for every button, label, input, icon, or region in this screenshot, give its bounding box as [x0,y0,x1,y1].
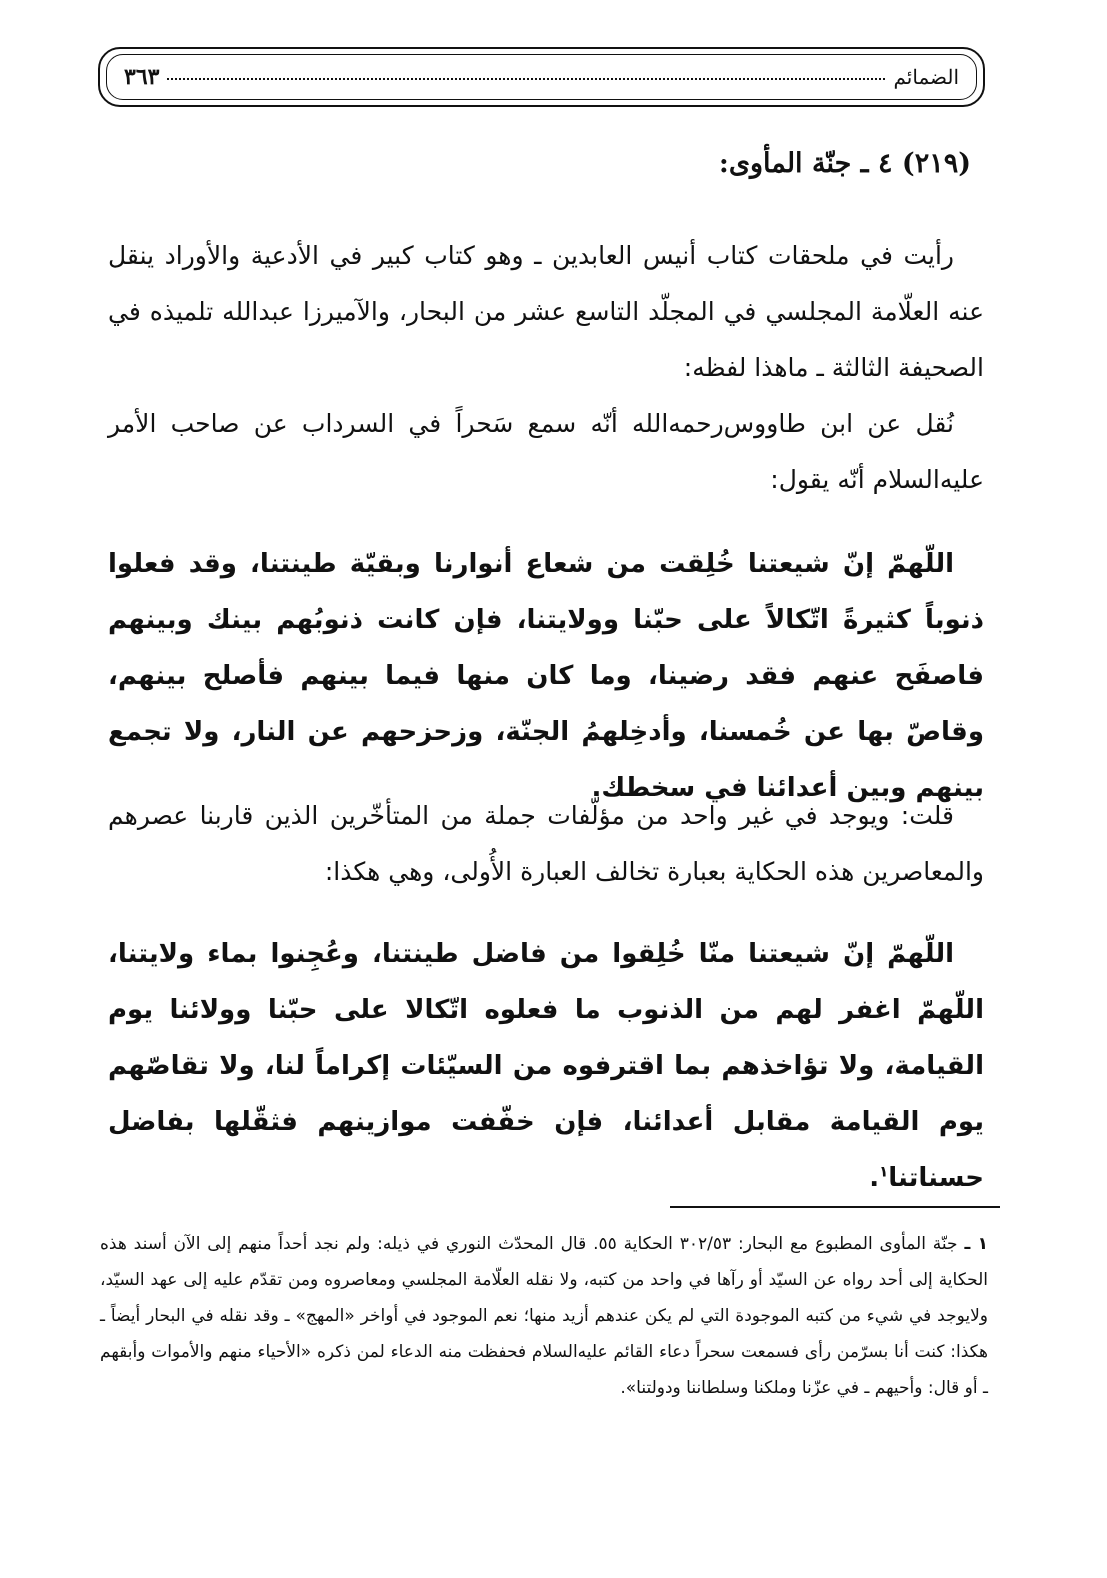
header-title: الضمائم [893,65,959,89]
footnote-separator [670,1206,1000,1208]
header-dot-leader [167,68,885,80]
prayer-first-block [108,536,984,816]
paragraph-intro-block [108,228,984,396]
paragraph-note: قلت: ويوجد في غير واحد من مؤلّفات جملة من المتأخّرين الذين قاربنا عصرهم والمعاصرين هذه الحكاية بعبارة تخالف العبارة الأُولى، وهي هكذا: [108,801,984,886]
footnote [100,1226,988,1406]
paragraph-narration-block [108,396,984,508]
page-number: ٣٦٣ [124,64,160,90]
footnote-reference[interactable]: ١ [879,1162,889,1181]
prayer-first-version: اللّهمّ إنّ شيعتنا خُلِقت من شعاع أنوارنا وبقيّة طينتنا، وقد فعلوا ذنوباً كثيرةً اتّكالاً على حبّنا وولايتنا، فإن كانت ذنوبُهم بينك وبينهم فاصفَح عنهم فقد رضينا، وما كان منها فيما بينهم فأصلح بينهم، وقاصّ بها عن خُمسنا، وأدخِلهمُ الجنّة، وزحزحهم عن النار، ولا تجمع بينهم وبين أعدائنا في سخطك. [108,549,984,803]
prayer-second-version [108,926,984,1206]
footnote-number: ١ ـ [964,1234,989,1254]
paragraph-narration: نُقل عن ابن طاووس‌رحمه‌الله أنّه سمع سَحراً في السرداب عن صاحب الأمر عليه‌السلام أنّه يقول: [108,409,984,494]
prayer-second-end: . [869,1163,880,1193]
section-heading: (٢١٩) ٤ ـ جنّة المأوى: [718,148,971,179]
prayer-second-text: اللّهمّ إنّ شيعتنا منّا خُلِقوا من فاضل طينتنا، وعُجِنوا بماء ولايتنا، اللّهمّ اغفر لهم من الذنوب ما فعلوه اتّكالا على حبّنا وولائنا يوم القيامة، ولا تؤاخذهم بما اقترفوه من السيّئات إكراماً لنا، ولا تقاصّهم يوم القيامة مقابل أعدائنا، فإن خفّفت موازينهم فثقّلها بفاضل حسناتنا [108,939,984,1193]
paragraph-note-block [108,788,984,900]
paragraph-intro: رأيت في ملحقات كتاب أنيس العابدين ـ وهو كتاب كبير في الأدعية والأوراد ينقل عنه العلّامة المجلسي في المجلّد التاسع عشر من البحار، والآميرزا عبدالله تلميذه في الصحيفة الثالثة ـ ماهذا لفظه: [108,241,984,382]
footnote-text: جنّة المأوى المطبوع مع البحار: ٣٠٢/٥٣ الحكاية ٥٥. قال المحدّث النوري في ذيله: ولم نجد أحداً منهم إلى الآن أسند هذه الحكاية إلى أحد رواه عن السيّد أو رآها في واحد من كتبه، ولا نقله العلّامة المجلسي ومعاصروه ومن تقدّم عليه إلى عهد السيّد، ولايوجد في شيء من كتبه الموجودة التي لم يكن عندهم أزيد منها؛ نعم الموجود في أواخر «المهج» ـ وقد نقله في البحار أيضاً ـ هكذا: كنت أنا بسرّمن رأى فسمعت سحراً دعاء القائم عليه‌السلام فحفظت منه الدعاء لمن ذكره «الأحياء منهم والأموات وأبقهم ـ أو قال: وأحيهم ـ في عزّنا وملكنا وسلطاننا ودولتنا». [100,1234,988,1398]
prayer-second-block [108,926,984,1206]
running-header [98,47,985,107]
